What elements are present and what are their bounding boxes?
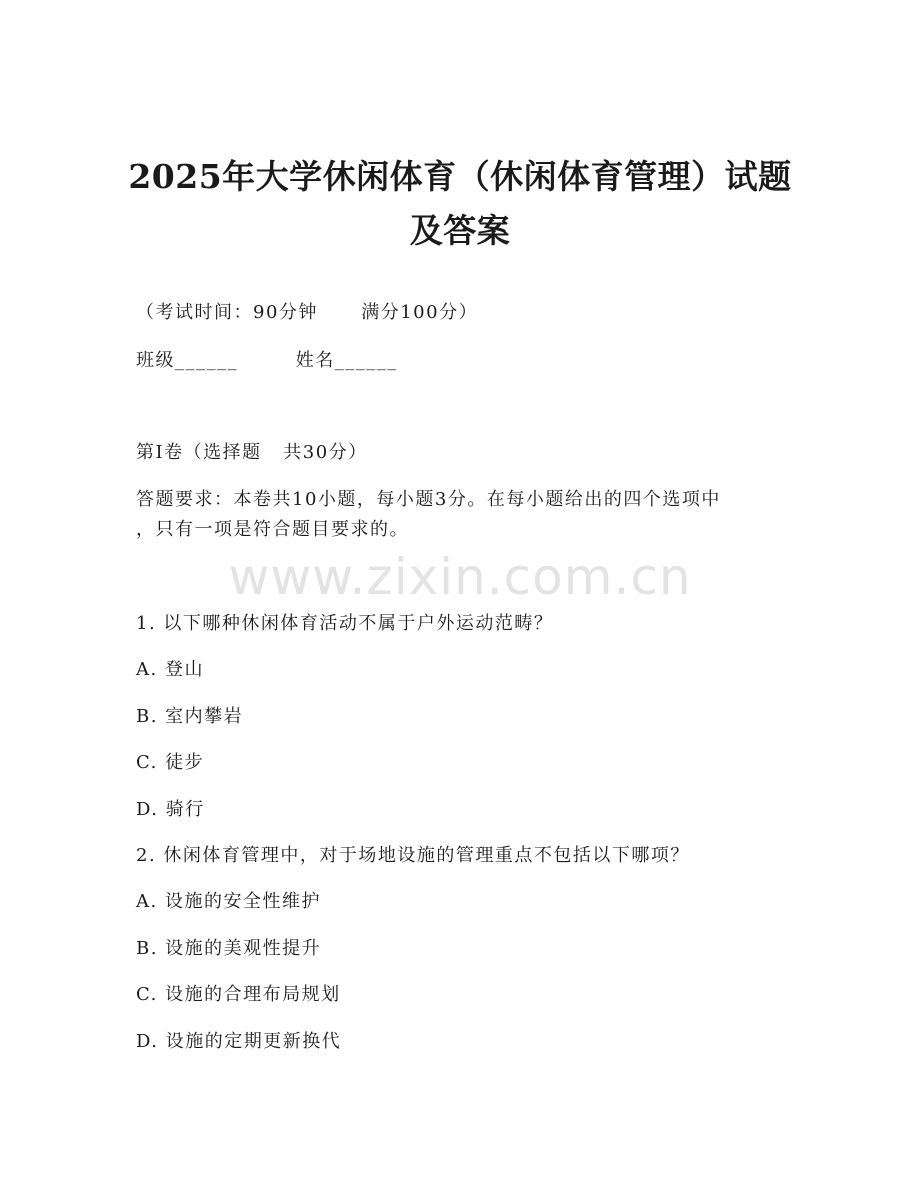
question-1-option-c: C. 徒步: [136, 752, 205, 773]
exam-info: （考试时间：90分钟 满分100分）: [136, 302, 479, 323]
question-1-option-b: B. 室内攀岩: [136, 706, 244, 727]
question-1-option-a: A. 登山: [136, 659, 204, 680]
title-line-1: 2025年大学休闲体育（休闲体育管理）试题: [128, 157, 792, 196]
watermark: www.zixin.com.cn: [228, 548, 692, 606]
question-2-stem: 2. 休闲体育管理中，对于场地设施的管理重点不包括以下哪项？: [136, 845, 690, 866]
title-line-2: 及答案: [409, 211, 511, 250]
question-1-stem: 1. 以下哪种休闲体育活动不属于户外运动范畴？: [136, 613, 554, 634]
requirement-line-1: 答题要求：本卷共10小题，每小题3分。在每小题给出的四个选项中: [136, 489, 721, 510]
requirement-line-2: ，只有一项是符合题目要求的。: [136, 519, 409, 540]
question-2-option-a: A. 设施的安全性维护: [136, 891, 321, 912]
document-title: [120, 150, 800, 258]
section-title: 第I卷（选择题 共30分）: [136, 442, 368, 463]
question-2-option-c: C. 设施的合理布局规划: [136, 984, 341, 1005]
class-name-line: 班级______ 姓名______: [136, 350, 398, 371]
question-1-option-d: D. 骑行: [136, 799, 205, 820]
question-2-option-b: B. 设施的美观性提升: [136, 938, 322, 959]
question-2-option-d: D. 设施的定期更新换代: [136, 1031, 342, 1052]
